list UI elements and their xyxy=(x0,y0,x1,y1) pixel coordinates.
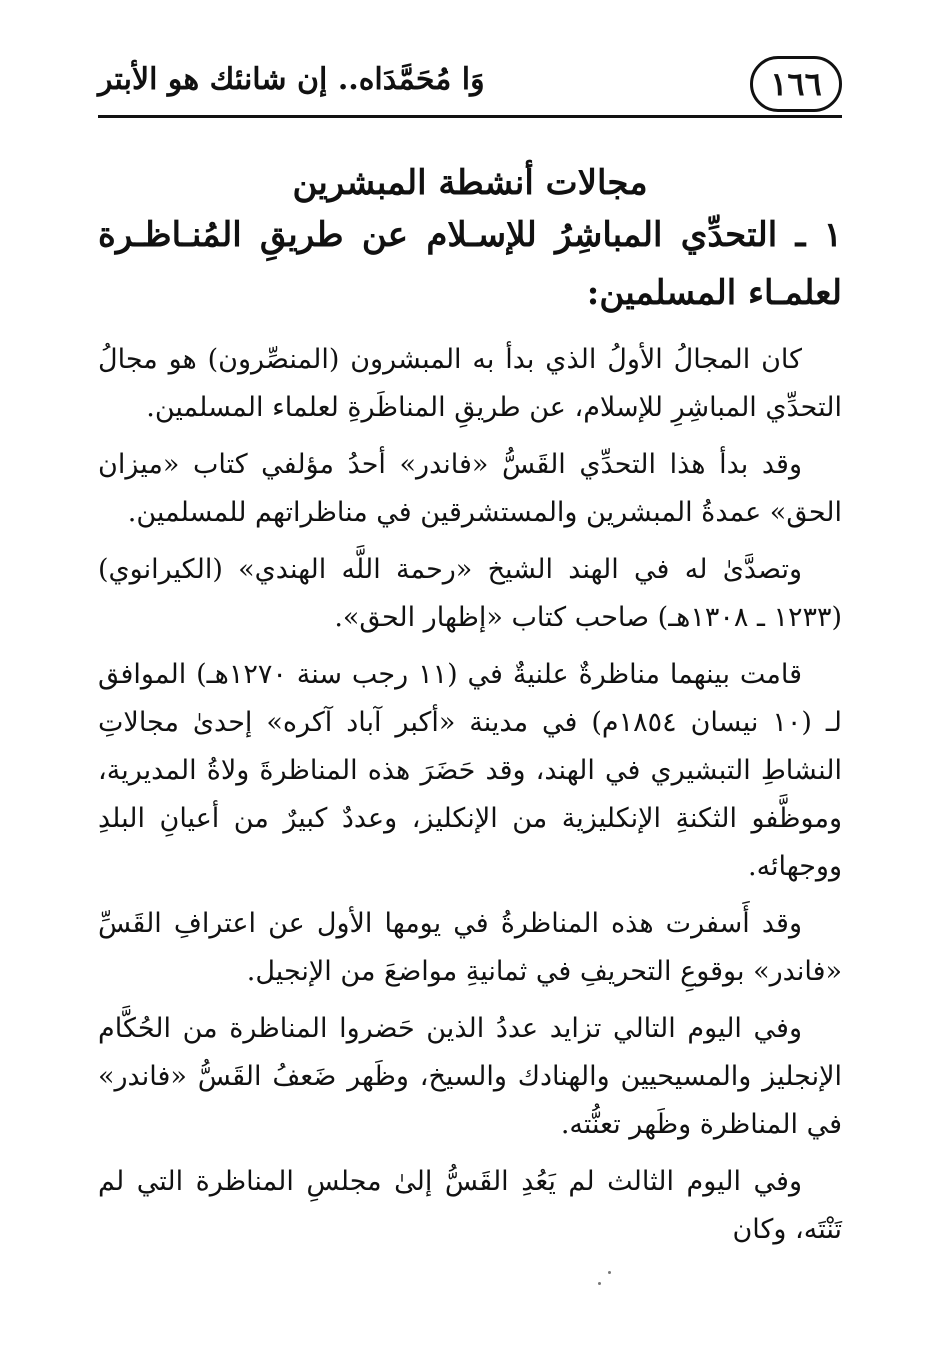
scan-speck xyxy=(598,1282,601,1285)
header-divider xyxy=(98,115,842,118)
paragraph: قامت بينهما مناظرةٌ علنيةٌ في (١١ رجب سنة ١٢٧٠هـ) الموافق لـ (١٠ نيسان ١٨٥٤م) في مدينة «أكبر آباد آكره» إحدىٰ مجالاتِ النشاطِ التبشيري في الهند، وقد حَضَرَ هذه المناظرةَ ولاةُ المديرية، وموظَّفو الثكنةِ الإنكليزية من الإنكليز، وعددٌ كبيرٌ من أعيانِ البلدِ ووجهائه. xyxy=(98,659,843,882)
paragraph: وتصدَّىٰ له في الهند الشيخ «رحمة اللَّه الهندي» (الكيرانوي) (١٢٣٣ ـ ١٣٠٨هـ) صاحب كتاب «إظهار الحق». xyxy=(98,554,842,633)
section-title: مجالات أنشطة المبشرين xyxy=(292,162,648,203)
page-number: ١٦٦ xyxy=(750,56,842,112)
scan-speck xyxy=(608,1271,611,1274)
page-header xyxy=(98,54,842,118)
paragraph: وقد أَسفرت هذه المناظرةُ في يومها الأول عن اعترافِ القَسِّ «فاندر» بوقوعِ التحريفِ في ثمانيةِ مواضعَ من الإنجيل. xyxy=(98,908,842,987)
paragraph: وفي اليوم الثالث لم يَعُدِ القَسُّ إلىٰ مجلسِ المناظرة التي لم تَنْتَه، وكان xyxy=(98,1166,842,1245)
paragraph: وفي اليوم التالي تزايد عددُ الذين حَضروا المناظرة من الحُكَّام الإنجليز والمسيحيين والهنادك والسيخ، وظَهر ضَعفُ القَسُّ «فاندر» في المناظرة وظَهر تعنُّته. xyxy=(98,1013,842,1140)
body-text xyxy=(98,336,842,1254)
paragraph: كان المجالُ الأولُ الذي بدأ به المبشرون (المنصِّرون) هو مجالُ التحدِّي المباشِرِ للإسلام، عن طريقِ المناظَرةِ لعلماء المسلمين. xyxy=(98,344,842,423)
paragraph: وقد بدأ هذا التحدِّي القَسُّ «فاندر» أحدُ مؤلفي كتاب «ميزان الحق» عمدةُ المبشرين والمستشرقين في مناظراتهم للمسلمين. xyxy=(98,449,842,528)
subsection-heading: ١ ـ التحدِّي المباشِرُ للإسـلام عن طريقِ المُنـاظـرة لعلمـاء المسلمين: xyxy=(98,215,842,313)
running-title: وَا مُحَمَّدَاه.. إن شانئك هو الأبتر xyxy=(98,62,485,97)
